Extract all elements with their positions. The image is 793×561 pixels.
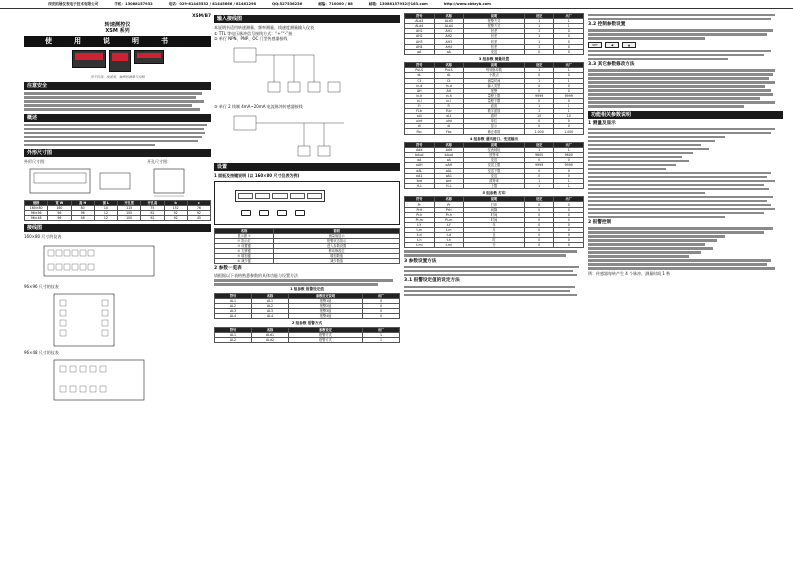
param-group-5-title: 5 组参数 打印 [482,190,506,195]
table-row: AH1 AH1 回差 1 0 [405,29,584,34]
table-row: uint uint 单位 0 0 [405,119,584,124]
section-settings: 设置 [214,163,400,171]
table-row: in-h in-h 量程上限 9999 9999 [405,93,584,98]
model-number: XSM/B7 [192,14,211,19]
table-row: AL1 AL1 报警1值 0 [215,299,400,304]
table-row: t-m t-m 月 0 0 [405,227,584,232]
table-row: Pr Pr 打印 0 0 [405,202,584,207]
website[interactable]: http://www.xbtzyb.com [443,1,491,6]
alarm-setting-title: 3.1 报警设定值的设定方法 [404,278,460,284]
table-row: ② 指示灯 报警状态指示 [215,238,400,243]
wiring-label-96x96: 96×96 尺寸的仪表 [24,284,59,290]
wiring-diagram-160x80 [24,240,211,284]
table-row: Pr-m Pr-m 时间 0 0 [405,217,584,222]
input-wiring-diagram-1 [214,42,400,104]
device-160x80 [72,50,106,68]
column-1 [24,12,211,559]
table-row: PuLS PuLS 每转脉冲数 1 1 [405,68,584,73]
formula-example: 例：传感器每转产生 4 个脉冲，测量时间 1 秒 [588,271,671,277]
input-method-3: ③ 单行 2 线制 4mA~20mA 电流脉冲传感器接线 [214,104,303,109]
device-96x96 [109,50,131,72]
table-row: ③ 设置键 进入参数设置 [215,243,400,248]
manual-banner: 使用说明书 [24,36,211,47]
alarm-control-title: 2 报警控制 [588,219,612,225]
other-param-title: 3.3 其它参数修改方法 [588,62,635,68]
up-key-icon: ▲ [622,42,636,48]
section-function-params: 功能相关参数说明 [588,111,783,119]
front-panel-diagram [214,181,400,225]
table-row: oAH oAH 变送上限 9999 9999 [405,163,584,168]
table-row: Fi Fi 滤波 1 1 [405,103,584,108]
outline-label: 外形尺寸图： [24,159,48,165]
left-key-icon: ◀ [605,42,619,48]
param-group-2b-table: 符号 名称 说明 设定 出厂 ALd3 ALd3 报警方式 1 1 ALd4 ALd4 报警方式 1 1 AH1 AH1 回差 1 0 AH2 AH2 回差 1 0 AH3 AH3 回差 1 0 AH4 AH4 回差 1 0 oA oA 变送 0 0 [404,13,584,55]
table-row: t-Y t-Y 年 0 0 [405,222,584,227]
dimension-drawing [24,165,211,199]
section-input-wiring: 输入接线图 [214,15,400,23]
table-row: AH2 AH2 回差 1 0 [405,34,584,39]
table-row: AL4 AL4 报警4值 0 [215,314,400,319]
wiring-label-96x48: 96×48 尺寸的仪表 [24,350,59,356]
table-row: AL2 ALd2 报警方式 1 [215,338,400,343]
table-header-row: 规格 宽 W 高 H 深 L 开孔宽 开孔高 b c [25,200,211,205]
table-row: oA oA 变送 0 0 [405,49,584,54]
company-name: 西安拓展仪表电子技术有限公司 [48,1,99,6]
column-4 [588,12,783,559]
photo-caption: 用于转速、线速度、频率的测量与控制 [90,75,145,80]
table-row: t-h t-h 时 0 0 [405,238,584,243]
setting-method-title: 3 参数设置方法 [404,258,437,264]
wiring-diagram-96x48 [24,356,211,416]
param-group-4-table: 符号 名称 说明 设定 出厂 Add Add 仪表地址 1 1 bAud bAud 波特率 9600 9600 oA oA 变送 0 0 oAH oAH 变送上限 9999 9999 oAL oAL 变送下限 0 0 oA1 oA1 变送 0 0 brd brd 波特率 1 1 H-L H-L 上限 1 1 [404,142,584,189]
table-row: t-d t-d 日 0 0 [405,233,584,238]
table-row: AH3 AH3 回差 1 0 [405,39,584,44]
table-row: 96×48 96 48 12 100 92 92 45 [25,216,211,221]
measure-display-title: 1 测量及显示 [588,120,616,126]
input-method-2: ② 单行 NPN、PNP、OC 门型传感器接线 [214,36,288,41]
telephone: 电话：029-81445532 / 81445666 / 81461296 [168,1,257,6]
table-row: bAud bAud 波特率 9600 9600 [405,153,584,158]
product-series: XSM 系列 [105,28,130,34]
table-row: ALd3 ALd3 报警方式 1 1 [405,19,584,24]
table-row: 160×80 160 80 10 115 75 152 76 [25,205,211,210]
table-row: AH4 AH4 回差 1 0 [405,44,584,49]
table-row: t-mi t-mi 分 0 0 [405,243,584,248]
panel-key-table: 名称 说明 显示窗 ① 测量值显示 ② 指示灯 报警状态指示 ③ 设置键 进入参数设置 ④ 左移键 移动修改位 ⑤ 增加键 增加数值 ⑥ 减少键 减少数值 [214,228,400,265]
table-row: brd brd 波特率 1 1 [405,178,584,183]
param-group-5-table: 符号 名称 说明 设定 出厂 Pr Pr 打印 0 0 PrH PrH 间隔 0 0 Pr-h Pr-h 时间 0 0 Pr-m Pr-m 时间 0 0 t-Y t-Y 年 0 0 t-m t-m 月 0 0 t-d t-d 日 0 0 t-h t-h 时 0 0 t-mi t-mi 分 0 0 [404,196,584,248]
param-list-intro: 请根据以下表格熟悉参数的具体功能与设置方法 [214,272,298,278]
qq: QQ:527536236 [272,1,303,6]
section-wiring: 接线图 [24,224,211,232]
table-row: Fbc Fbc 修正系数 1.000 1.000 [405,129,584,134]
table-row: ALd4 ALd4 报警方式 1 1 [405,24,584,29]
table-row: oA oA 变送 0 0 [405,158,584,163]
table-row: ⑤ 增加键 增加数值 [215,253,400,258]
email: 邮箱：13088157932@163.com [368,1,428,6]
input-method-1: ① TTL 等电压脉冲信号接线方式：“+”“-”接 [214,30,293,36]
table-row: 显示窗 ① 测量值显示 [215,233,400,238]
table-row: AL2 AL2 报警2值 0 [215,304,400,309]
table-row: di di 显示 0 0 [405,124,584,129]
table-row: ④ 左移键 移动修改位 [215,248,400,253]
table-row: oLt oLt 超时 10 10 [405,114,584,119]
dimensions-table [24,200,211,221]
panel-subtitle: (以 160×80 尺寸仪表为例) [247,172,300,178]
table-row: in-d in-d 输入类型 0 0 [405,83,584,88]
table-row: dL dL 小数点 0 0 [405,73,584,78]
column-3 [404,12,584,559]
mobile-phone: 手机：13088157932 [114,1,153,6]
table-row: AL3 AL3 报警3值 0 [215,309,400,314]
param-group-3-table: 符号 名称 说明 设定 出厂 PuLS PuLS 每转脉冲数 1 1 dL dL 小数点 0 0 Ct Ct 测量时间 1 1 in-d in-d 输入类型 0 0 AH AH 报警 0 0 in-h in-h 量程上限 9999 9999 in-l in-l 量程下限 0 0 Fi Fi 滤波 1 1 FLtr FLtr 数字滤波 1 1 oLt oLt 超时 10 10 uint uint 单位 0 0 di di 显示 0 0 Fbc Fbc 修正系数 1.000 1.000 [404,62,584,134]
table-row: 96×96 96 96 12 100 92 92 92 [25,211,211,216]
table-row: FLtr FLtr 数字滤波 1 1 [405,109,584,114]
key-legend [588,42,783,48]
table-row: Ct Ct 测量时间 1 1 [405,78,584,83]
section-overview: 概述 [24,114,211,122]
page-header [0,0,793,9]
device-96x48 [134,50,164,64]
table-row: ⑥ 减少键 减少数值 [215,259,400,264]
control-param-title: 3.2 控制参数设置 [588,21,626,27]
seven-segment-display [235,190,325,202]
table-row: oA1 oA1 变送 0 0 [405,173,584,178]
table-row: Add Add 仪表地址 1 1 [405,148,584,153]
panel-keys [241,210,305,216]
table-row: oAL oAL 变送下限 0 0 [405,168,584,173]
param-group-3-title: 3 组参数 测量设置 [478,56,510,61]
panel-title: 1 面板及按键说明 [214,172,247,178]
table-row: H-L H-L 上限 1 1 [405,183,584,188]
input-intro: 本说明书适用转速测量、频率测量、线速度测量输入仪表 [214,25,314,30]
cutout-label: 开孔尺寸图： [147,159,171,165]
param-group-2-table: 符号 名称 参数设定 出厂 AL1 ALd1 报警方式 1 AL2 ALd2 报警方式 1 [214,327,400,343]
param-group-4-title: 4 组参数 通讯接口、变送输出 [469,136,519,141]
table-row: Pr-h Pr-h 时间 0 0 [405,212,584,217]
section-dimensions: 外形尺寸图 [24,149,211,157]
param-group-1-table: 符号 名称 参数设定说明 出厂 AL1 AL1 报警1值 0 AL2 AL2 报警2值 0 AL3 AL3 报警3值 0 AL4 AL4 报警4值 0 [214,293,400,319]
wiring-label-160x80: 160×80 尺寸的仪表 [24,234,62,240]
column-2 [214,12,400,559]
product-title: 转速测控仪 [104,21,131,28]
table-row: in-l in-l 量程下限 0 0 [405,98,584,103]
input-wiring-diagram-2 [214,110,400,160]
postcode: 邮编：710000 / 88 [318,1,353,6]
table-row: AL1 ALd1 报警方式 1 [215,332,400,337]
section-safety: 注意安全 [24,82,211,90]
param-list-title: 2 参数一览表 [214,266,242,272]
set-key-icon: SET [588,42,602,48]
wiring-diagram-96x96 [24,290,211,350]
param-group-1-title: 1 组参数 报警设定值 [290,287,324,292]
table-row: PrH PrH 间隔 0 0 [405,207,584,212]
table-row: AH AH 报警 0 0 [405,88,584,93]
param-group-2-title: 2 组参数 报警方式 [291,321,323,326]
product-photo [24,50,211,72]
